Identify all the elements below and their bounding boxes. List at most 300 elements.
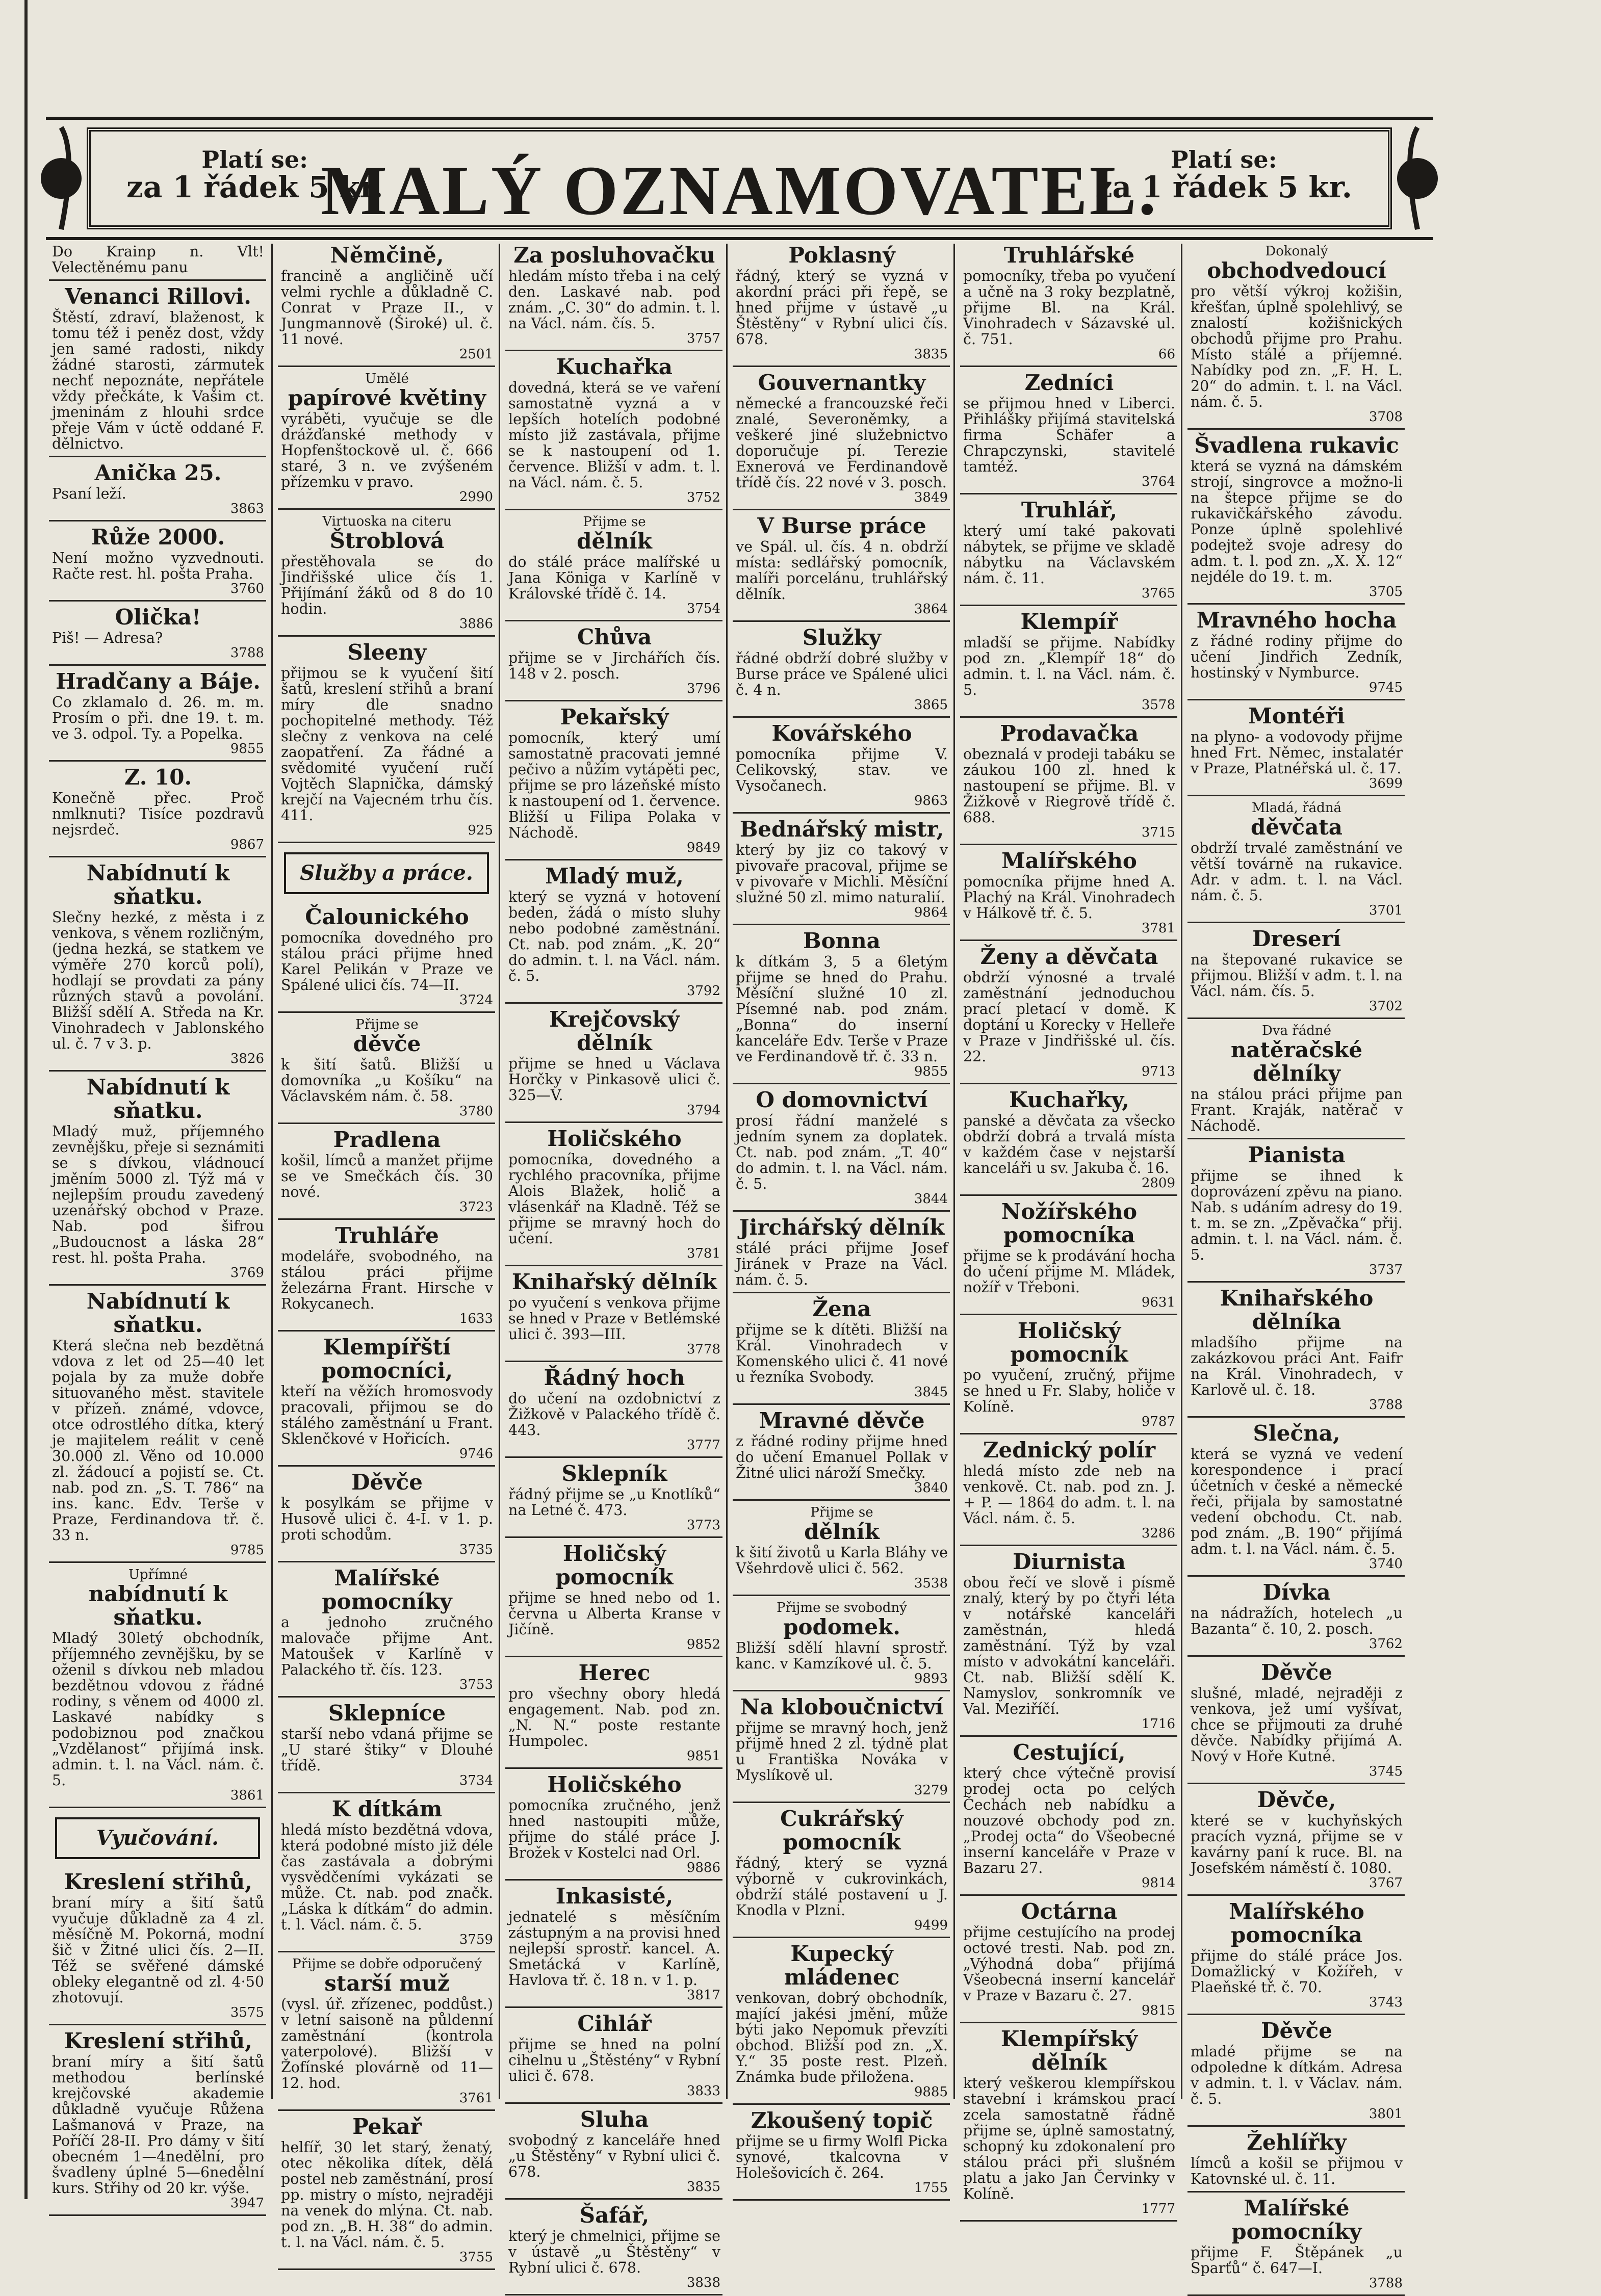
ad-number: 3753 — [459, 1677, 493, 1692]
ad-number: 3788 — [1368, 2276, 1403, 2291]
ad-body: Psaní leží. — [52, 485, 126, 502]
ad-body: po vyučení, zručný, přijme se hned u Fr. Slaby, holiče v Kolíně. — [963, 1367, 1175, 1415]
classified-ad — [963, 610, 1175, 712]
classified-ad — [508, 1127, 720, 1261]
ad-body: starší nebo vdaná přijme se „U staré štiky“ v Dlouhé třídě. — [281, 1726, 493, 1774]
ad-column-5 — [953, 243, 1182, 2216]
ad-preheading: Přijme se — [810, 1505, 873, 1520]
ad-number: 3796 — [686, 681, 720, 696]
ad-divider — [1187, 1017, 1405, 1019]
ad-body: který veškerou klempířskou stavební i krámskou prací zcela samostatně řádně přijme se, úplně samostatný, schopný ku zdokonalení pro stálou práci při slušném platu a jako Jan Červinky v Kolíně. — [963, 2075, 1175, 2202]
section-heading: Služby a práce. — [284, 852, 489, 894]
classified-ad — [52, 670, 264, 756]
ad-heading: Holičského — [547, 1126, 682, 1151]
ad-body: panské a děvčata za všecko obdrží dobrá a trvalá místa v každém čase v nejstarší kanceláři u sv. Jakuba č. 16. — [963, 1112, 1175, 1177]
ad-number: 3538 — [914, 1576, 948, 1591]
ad-number: 3699 — [1368, 776, 1403, 791]
ad-column-1 — [44, 243, 271, 2211]
classified-ad — [52, 766, 264, 852]
ad-body: k šití šatů. Bližší u domovníka „u Košíku“ na Václavském nám. č. 58. — [281, 1056, 493, 1105]
ad-number: 9746 — [459, 1446, 493, 1462]
ad-heading: Sklepník — [561, 1461, 667, 1486]
ad-body: přestěhovala se do Jindřišské ulice čís 1. Přijímání žáků od 8 do 10 hodin. — [281, 553, 493, 617]
ad-divider — [505, 2006, 722, 2008]
ad-heading: Klempířský dělník — [1000, 2026, 1138, 2075]
ad-body: mladší se přijme. Nabídky pod zn. „Klempíř 18“ do admin. t. l. na Václ. nám. č. 5. — [963, 634, 1175, 698]
ad-divider — [278, 1011, 495, 1013]
ad-body: mladé přijme se na odpoledne k dítkám. Adresa v admin. t. l. v Václav. nám. č. 5. — [1191, 2043, 1403, 2107]
ad-divider — [733, 1499, 950, 1501]
ad-heading: Nabídnutí k sňatku. — [86, 1075, 230, 1123]
ad-heading: Holičského — [547, 1772, 682, 1797]
ad-body: Slečny hezké, z města i z venkova, s věnem rozličným, (jedna hezká, se statkem ve výměře 270 korců polí), hodlají se provdati za pány různých stavů a povolání. Bližší sdělí A. Středa na Kr. Vinohradech v Jablonského ul. č. 7 v 3. p. — [52, 909, 264, 1052]
classified-ad — [963, 945, 1175, 1079]
classified-ad — [281, 244, 493, 361]
ad-divider — [49, 1070, 266, 1072]
ad-body: obdrží výnosné a trvalé zaměstnání jednoduchou prací pletací v domě. K doptání u Korecky v Helleře v Praze v Jindřišské ul. čís. 22. — [963, 969, 1175, 1065]
ad-body: mladšího přijme na zakázkovou práci Ant. Faifr na Král. Vinohradech, v Karlově ul. č. 18. — [1191, 1334, 1403, 1398]
ad-divider — [505, 350, 722, 351]
ad-body: Štěstí, zdraví, blaženost, k tomu též i peněz dost, vždy jen samé radosti, nikdy žádné starosti, zármutek nechť nepoznáte, nepřátele vždy přečkáte, k Vašim ct. jmeninám z hlouhi srdce přeje Vám v úctě oddané F. dělnictvo. — [52, 309, 264, 452]
classified-ad — [963, 1741, 1175, 1890]
ad-heading: Řádný hoch — [544, 1365, 685, 1390]
ad-heading: Kovářského — [771, 721, 912, 746]
ad-divider — [505, 2198, 722, 2200]
ad-divider — [733, 1937, 950, 1938]
ad-divider — [49, 520, 266, 521]
ad-number: 1716 — [1141, 1716, 1175, 1732]
classified-ad — [281, 1567, 493, 1692]
ad-divider — [960, 1083, 1177, 1084]
ad-number: 9852 — [686, 1637, 720, 1652]
ad-body: Bližší sdělí hlavní sprostř. kanc. v Kamzíkové ul. č. 5. — [736, 1639, 948, 1672]
ad-heading: Malířského pomocníka — [1229, 1899, 1364, 1947]
classified-ad — [1191, 1661, 1403, 1779]
ad-heading: Pradlena — [333, 1127, 441, 1152]
ad-heading: nabídnutí k sňatku. — [88, 1581, 228, 1630]
classified-ad — [736, 626, 948, 712]
ad-heading: Hradčany a Báje. — [56, 669, 261, 694]
ad-divider — [960, 493, 1177, 494]
ad-number: 9815 — [1141, 2003, 1175, 2018]
ad-divider — [49, 2214, 266, 2216]
ad-number: 3705 — [1368, 584, 1403, 599]
classified-ad — [736, 722, 948, 808]
ad-divider — [1187, 1783, 1405, 1784]
ad-heading: Prodavačka — [1000, 721, 1139, 746]
ad-divider — [733, 620, 950, 622]
ad-divider — [49, 1807, 266, 1808]
ad-body: přijme se k dítěti. Bližší na Král. Vinohradech v Komenského ulici č. 41 nové u řezníka Svobody. — [736, 1321, 948, 1386]
ad-heading: dělník — [804, 1519, 880, 1544]
ad-divider — [1187, 1655, 1405, 1657]
ad-body: se přijmou hned v Liberci. Přihlášky přijímá stavitelská firma Schäfer a Chrapczynski, stavitelé tamtéž. — [963, 395, 1175, 475]
classified-ad — [1191, 1581, 1403, 1651]
ad-heading: děvče — [353, 1031, 421, 1056]
ad-number: 3762 — [1368, 1636, 1403, 1652]
ad-body: hledá místo bezdětná vdova, která podobné místo již déle čas zastávala a dobrými vysvědčeními vykázati se může. Ct. nab. pod značk. „Láska k dítkám“ do admin. t. l. Václ. nám. č. 5. — [281, 1821, 493, 1933]
classified-ad — [963, 1439, 1175, 1541]
ad-number: 3735 — [459, 1542, 493, 1557]
ad-heading: Nabídnutí k sňatku. — [86, 1289, 230, 1337]
classified-ad — [1191, 2131, 1403, 2187]
ad-number: 3861 — [230, 1788, 264, 1803]
classified-ad — [1191, 244, 1403, 424]
ad-body: který se vyzná v hotovení beden, žádá o místo sluhy nebo podobné zaměstnání. Ct. nab. pod znám. „K. 20“ do admin. t. l. na Václ. nám. č. 5. — [508, 889, 720, 984]
classified-ad — [52, 461, 264, 516]
ad-body: přijmou se k vyučení šití šatů, kreslení střihů a braní míry dle snadno pochopitelné methody. Též slečny z venkova na celé zaopatření. Za řádné a svědomité vyučení ručí Vojtěch Slapnička, dámský krejčí na Vajecném trhu čís. 411. — [281, 665, 493, 824]
classified-ad — [52, 285, 264, 452]
ad-body: řádný, který se vyzná výborně v cukrovinkách, obdrží stálé postavení u J. Knodla v Plzni. — [736, 1855, 948, 1919]
ad-body: přijme cestujícího na prodej octové tresti. Nab. pod zn. „Výhodná doba“ přijímá Všeobecná inserní kancelář v Praze v Bazaru č. 27. — [963, 1924, 1175, 2004]
ad-number: 3724 — [459, 993, 493, 1008]
ad-body: obdrží trvalé zaměstnání ve větší továrně na rukavice. Adr. v adm. t. l. na Václ. nám. č. 5. — [1191, 840, 1403, 904]
ad-number: 3702 — [1368, 999, 1403, 1014]
ad-number: 9785 — [230, 1543, 264, 1558]
ad-body: pro větší výkroj kožišin, křešťan, úplně spolehlivý, se znalostí kožišnických obchodů přijme pro Prahu. Místo stálé a příjemné. Nabídky pod zn. „F. H. L. 20“ do admin. t. l. na Václ. nám. č. 5. — [1191, 283, 1403, 410]
classified-ad — [963, 1900, 1175, 2018]
ad-heading: Mravného hocha — [1196, 608, 1397, 633]
ad-number: 3279 — [914, 1783, 948, 1798]
classified-ad — [508, 514, 720, 616]
ad-body: pomocníky, třeba po vyučení a učně na 3 roky bezplatně, přijme Bl. na Král. Vinohradech v Sázavské ul. č. 751. — [963, 268, 1175, 348]
ad-divider — [960, 1314, 1177, 1315]
ad-number: 3286 — [1141, 1526, 1175, 1541]
ad-heading: Cukrářský pomocník — [780, 1806, 903, 1855]
ad-number: 3833 — [686, 2083, 720, 2099]
ad-preheading: Umělé — [365, 371, 409, 386]
classified-ad — [1191, 609, 1403, 695]
ad-number: 925 — [468, 823, 493, 838]
ad-divider — [1187, 2014, 1405, 2015]
ad-number: 3767 — [1368, 1875, 1403, 1891]
ad-body: které se v kuchyňských pracích vyzná, přijme se v kavárny paní k ruce. Bl. na Josefském náměstí č. 1080. — [1191, 1812, 1403, 1876]
ad-divider — [505, 1767, 722, 1769]
ad-body: do stálé práce malířské u Jana Königa v Karlíně v Královské třídě č. 14. — [508, 554, 720, 602]
classified-ad — [736, 929, 948, 1079]
ad-heading: Malířské pomocníky — [1231, 2196, 1362, 2244]
ad-divider — [505, 1002, 722, 1004]
ad-heading: Služky — [802, 625, 882, 650]
ad-heading: Žehlířky — [1247, 2130, 1347, 2155]
ad-divider — [278, 1123, 495, 1124]
classified-ad — [963, 1200, 1175, 1310]
classified-ad — [736, 371, 948, 505]
ad-heading: Růže 2000. — [91, 525, 225, 550]
ad-number: 3715 — [1141, 825, 1175, 840]
classified-ad — [1191, 1788, 1403, 1890]
ad-divider — [49, 279, 266, 281]
ad-body: Která slečna neb bezdětná vdova z let od 25—40 let pojala by za muže dobře situovaného měst. stavitele v přízeň. známé, vdovce, otce odrostlého dítka, který je majitelem reálit v ceně 30.000 zl. Věno od 10.000 zl. žádoucí a pojistí se. Ct. nab. pod zn. „S. T. 786“ na ins. kanc. Edv. Terše v Praze, Ferdinandova tř. č. 33 n. — [52, 1337, 264, 1544]
ad-preheading: Přijme se svobodný — [777, 1600, 907, 1615]
ad-number: 3838 — [686, 2275, 720, 2290]
masthead-frame-ornament-icon — [0, 0, 1601, 268]
classified-ad — [1191, 1422, 1403, 1571]
ad-body: Do Krainp n. Vlt! Velectěnému panu — [52, 243, 264, 276]
ad-number: 3740 — [1368, 1556, 1403, 1572]
classified-ad — [52, 606, 264, 660]
ad-number: 9855 — [230, 741, 264, 756]
masthead-price-left-line2: za 1 řádek 5 kr. — [126, 170, 383, 204]
ad-number: 3761 — [459, 2091, 493, 2106]
ad-divider — [1187, 1416, 1405, 1418]
ad-heading: Bonna — [803, 928, 881, 953]
ad-body: přijme se ihned k doprovázení zpěvu na piano. Nab. s udáním adresy do 19. t. m. se zn. „Zpěvačka“ přij. admin. t. l. na Václ. nám. č. 5. — [1191, 1167, 1403, 1263]
ad-divider — [278, 635, 495, 637]
ad-heading: Ženy a děvčata — [980, 944, 1158, 969]
ad-heading: Mravné děvče — [759, 1408, 925, 1433]
classified-ad — [281, 2115, 493, 2264]
ad-divider — [960, 2022, 1177, 2023]
ad-number: 3835 — [914, 347, 948, 362]
ad-number: 3817 — [686, 1988, 720, 2003]
ad-body: (vysl. úř. zřízenec, poddůst.) v letní saisoně na půldenní zaměstnání (kontrola vaterpolové). Bližší v Žofínské plovárně od 11—12. hod. — [281, 1996, 493, 2092]
ad-heading: Pekař — [352, 2114, 422, 2139]
ad-body: hledá místo zde neb na venkově. Ct. nab. pod zn. J. + P. — 1864 do adm. t. l. na Václ. nám. č. 5. — [963, 1463, 1175, 1527]
ad-number: 3760 — [230, 581, 264, 596]
ad-body: pro všechny obory hledá engagement. Nab. pod zn. „N. N.“ poste restante Humpolec. — [508, 1685, 720, 1750]
ad-body: který chce výtečně provisí prodej octa po celých Čechách neb nabídku a nouzové obchody pod zn. „Prodej octa“ do Všeobecné inserní kanceláře v Praze v Bazaru 27. — [963, 1765, 1175, 1876]
ad-number: 3757 — [686, 331, 720, 346]
classified-ad — [736, 1807, 948, 1933]
ad-heading: Za posluhovačku — [513, 243, 715, 268]
ad-divider — [733, 1083, 950, 1084]
ad-heading: Šafář, — [579, 2203, 650, 2228]
ad-heading: Klempířští pomocníci, — [321, 1335, 453, 1383]
ad-body: přijme do stálé práce Jos. Domažlický v Kožířeh, v Plaeňské tř. č. 70. — [1191, 1947, 1403, 1996]
ad-heading: Děvče, — [1257, 1787, 1336, 1812]
ad-body: přijme se hned u Václava Horčky v Pinkasově ulici č. 325—V. — [508, 1055, 720, 1104]
ad-body: z řádné rodiny přijme hned do učení Emanuel Pollak v Žitné ulici nároží Smečky. — [736, 1433, 948, 1481]
ad-preheading: Upřímné — [128, 1567, 188, 1582]
ad-column-2 — [271, 243, 500, 2265]
ad-heading: Klempíř — [1020, 609, 1118, 634]
ad-heading: papírové květiny — [288, 385, 486, 410]
ad-number: 3575 — [230, 2005, 264, 2020]
ad-divider — [1187, 603, 1405, 605]
ad-number: 3788 — [1368, 1397, 1403, 1413]
classified-ad — [508, 244, 720, 346]
classified-ad — [1191, 1143, 1403, 1277]
ad-divider — [733, 2103, 950, 2105]
ad-divider — [1187, 2125, 1405, 2127]
ad-preheading: Dokonalý — [1265, 244, 1328, 259]
ad-heading: starší muž — [324, 1971, 450, 1996]
ad-divider — [505, 859, 722, 860]
ad-divider — [505, 1536, 722, 1538]
ad-divider — [278, 1465, 495, 1467]
section-heading: Vyučování. — [55, 1817, 260, 1859]
ad-preheading: Přijme se dobře odporučený — [292, 1956, 482, 1972]
ad-heading: Na kloboučnictví — [740, 1694, 944, 1719]
ad-body: která se vyzná na dámském strojí, singrovce a možno-li na štepce přijme se do rukavičkářského závodu. Ponze úplně spolehlivé podejtež svoje adresy do adm. t. l. pod zn. „X. X. 12“ nejdéle do 19. t. m. — [1191, 458, 1403, 585]
ad-heading: Bednářský mistr, — [739, 817, 944, 842]
ad-heading: Malířské pomocníky — [322, 1566, 452, 1614]
ad-body: k šití životů u Karla Bláhy ve Všehrdově ulici č. 562. — [736, 1544, 948, 1577]
ad-number: 3792 — [686, 983, 720, 999]
ad-number: 3755 — [459, 2250, 493, 2265]
ad-divider — [49, 1284, 266, 1286]
classified-ad — [508, 1366, 720, 1452]
ad-number: 3835 — [686, 2179, 720, 2195]
ad-heading: Olička! — [115, 605, 201, 630]
ad-body: na nádražích, hotelech „u Bazanta“ č. 10, 2. posch. — [1191, 1605, 1403, 1637]
ad-divider — [278, 1218, 495, 1220]
ad-heading: Montéři — [1248, 703, 1345, 728]
ad-body: přijme se v Jirchářích čís. 148 v 2. posch. — [508, 649, 720, 682]
ad-divider — [960, 1545, 1177, 1546]
ad-divider — [49, 1561, 266, 1563]
ad-divider — [505, 700, 722, 701]
classified-ad — [52, 526, 264, 596]
ad-heading: Zednický polír — [983, 1438, 1156, 1463]
classified-ad — [508, 2204, 720, 2290]
classified-ad — [281, 1797, 493, 1947]
ad-number: 9499 — [914, 1918, 948, 1933]
ad-number: 3864 — [914, 602, 948, 617]
classified-ad — [736, 1505, 948, 1590]
classified-ad — [508, 865, 720, 998]
ad-body: německé a francouzské řeči znalé, Severoněmky, a veškeré jiné služebnictvo doporučuje pí. Terezie Exnerová ve Ferdinandově třídě čís. 22 nové v 3. posch. — [736, 395, 948, 491]
ad-divider — [960, 844, 1177, 845]
ad-divider — [278, 842, 495, 843]
ad-divider — [1187, 1281, 1405, 1283]
ad-body: Mladý 30letý obchodník, příjemného zevnějšku, by se oženil s dívkou neb mladou bezdětnou vdovou z řádné rodiny, s věnem od 4000 zl. Laskavé nabídky s podobiznou pod značkou „Vzdělanost“ přijímá insk. admin. t. l. na Václ. nám. č. 5. — [52, 1630, 264, 1789]
classified-ad — [508, 2012, 720, 2098]
classified-ad — [52, 1567, 264, 1803]
ad-number: 3788 — [230, 645, 264, 661]
ad-number: 3781 — [1141, 921, 1175, 936]
ad-divider — [960, 716, 1177, 718]
ad-divider — [960, 940, 1177, 941]
classified-ad — [736, 1409, 948, 1495]
ad-heading: Dívka — [1262, 1580, 1331, 1605]
ad-heading: K dítkám — [331, 1796, 443, 1821]
ad-heading: Sklepníce — [328, 1701, 446, 1726]
ad-divider — [278, 1696, 495, 1698]
ad-number: 9713 — [1141, 1064, 1175, 1079]
ad-column-3 — [499, 243, 728, 2290]
classified-ad — [281, 905, 493, 1007]
ad-body: pomocníka zručného, jenž hned nastoupiti může, přijme do stálé práce J. Brožek v Kostelci nad Orl. — [508, 1797, 720, 1861]
classified-ad — [736, 1216, 948, 1288]
ad-body: francině a angličině učí velmi rychle a důkladně C. Conrat v Praze II., v Jungmannově (Široké) ul. č. 11 nové. — [281, 268, 493, 348]
ad-divider — [49, 856, 266, 857]
ad-heading: Poklasný — [788, 243, 895, 268]
ad-divider — [505, 1265, 722, 1266]
ad-body: ve Spál. ul. čís. 4 n. obdrží místa: sedlářský pomocník, malíři porcelánu, truhlářský dělník. — [736, 538, 948, 603]
ad-body: která se vyzná ve vedení korespondence i prací účetních v české a německé řeči, přijala by samostatné vedení obchodu. Ct. nab. pod znám. „B. 190“ přijímá adm. t. l. na Václ. nám. č. 5. — [1191, 1446, 1403, 1557]
ad-body: helfíř, 30 let starý, ženatý, otec několika dítek, dělá postel neb zaměstnání, prosí pp. mistry o místo, nejraději na venek do mlýna. Ct. nab. pod zn. „B. H. 38“ do admin. t. l. na Václ. nám. č. 5. — [281, 2139, 493, 2251]
ad-number: 3752 — [686, 490, 720, 505]
ad-number: 9745 — [1368, 680, 1403, 695]
classified-ad — [281, 1336, 493, 1461]
ad-number: 3773 — [686, 1518, 720, 1533]
ad-body: pomocníka dovedného pro stálou práci přijme hned Karel Pelikán v Praze ve Spálené ulici čís. 74—II. — [281, 929, 493, 994]
ad-body: hledám místo třeba i na celý den. Laskavé nab. pod znám. „C. 30“ do admin. t. l. na Václ. nám. čís. 5. — [508, 268, 720, 332]
ad-heading: Herec — [578, 1660, 651, 1685]
ad-number: 3765 — [1141, 586, 1175, 601]
ad-preheading: Přijme se — [355, 1017, 419, 1032]
ad-divider — [278, 1792, 495, 1793]
ad-number: 1755 — [914, 2180, 948, 2196]
ad-heading: Švadlena rukavic — [1194, 433, 1399, 458]
ad-divider — [278, 366, 495, 367]
ad-number: 3801 — [1368, 2106, 1403, 2122]
ad-number: 3849 — [914, 490, 948, 505]
ad-number: 3947 — [230, 2196, 264, 2211]
ad-number: 3764 — [1141, 474, 1175, 489]
ad-body: braní míry a šití šatů vyučuje důkladně za 4 zl. měsíčně M. Pokorná, modní šič v Žitné ulici čís. 2—II. Též se svěřené dámské obleky elegantně od zl. 4·50 zhotovují. — [52, 1894, 264, 2006]
ad-body: slušné, mladé, nejraději z venkova, jež umí vyšívat, chce se přijmouti za druhé děvče. Nabídky přijímá A. Nový v Hoře Kutné. — [1191, 1685, 1403, 1765]
page-left-rule — [24, 0, 28, 2199]
ad-divider — [960, 1894, 1177, 1896]
ad-heading: Jirchářský dělník — [739, 1215, 945, 1240]
ad-number: 2501 — [459, 347, 493, 362]
classified-ad — [508, 2108, 720, 2194]
ad-divider — [733, 2199, 950, 2201]
ad-heading: Nožířského pomocníka — [1001, 1199, 1138, 1247]
ad-heading: Slečna, — [1253, 1421, 1340, 1446]
ad-body: Co zklamalo d. 26. m. m. Prosím o při. dne 19. t. m. ve 3. odpol. Ty. a Popelka. — [52, 694, 264, 742]
ad-body: obeznalá v prodeji tabáku se záukou 100 zl. hned k nastoupení se přijme. Bl. v Žižkově v Riegrově třídě č. 688. — [963, 746, 1175, 826]
ad-heading: Zedníci — [1024, 370, 1114, 395]
ad-body: který umí také pakovati nábytek, se přijme ve skladě nábytku na Václavském nám. č. 11. — [963, 523, 1175, 587]
ad-divider — [1187, 795, 1405, 796]
classified-ad — [963, 371, 1175, 489]
ad-body: řádný přijme se „u Knotlíků“ na Letné č. 473. — [508, 1486, 720, 1519]
classified-ad — [736, 514, 948, 616]
ad-number: 9886 — [686, 1860, 720, 1875]
ad-heading: Děvče — [1261, 2018, 1332, 2043]
classified-ad — [508, 625, 720, 696]
ad-divider — [505, 1656, 722, 1657]
ad-heading: Dreserí — [1252, 926, 1341, 951]
ad-heading: Krejčovský dělník — [549, 1007, 680, 1055]
ad-divider — [49, 664, 266, 666]
ad-heading: Sluha — [580, 2107, 649, 2132]
ad-body: Konečně přec. Proč nmlknuti? Tisíce pozdravů nejsrdeč. — [52, 790, 264, 838]
ad-divider — [278, 2268, 495, 2270]
ad-divider — [960, 1194, 1177, 1196]
ad-body: po vyučení s venkova přijme se hned v Praze v Betlémské ulici č. 393—III. — [508, 1294, 720, 1343]
classified-ad — [281, 1471, 493, 1557]
ad-heading: obchodvedoucí — [1207, 258, 1386, 283]
ad-number: 3769 — [230, 1265, 264, 1281]
ad-number: 9814 — [1141, 1875, 1175, 1891]
ad-body: pomocníka přijme V. Celikovský, stav. ve Vysočanech. — [736, 746, 948, 794]
ad-number: 1777 — [1141, 2201, 1175, 2216]
ad-body: řádné obdrží dobré služby v Burse práce ve Spálené ulici č. 4 n. — [736, 650, 948, 698]
ad-divider — [1187, 1575, 1405, 1577]
ad-heading: Čalounického — [305, 904, 469, 929]
ad-body: přijme se hned na polní cihelnu u „Štěstény“ v Rybní ulici č. 678. — [508, 2036, 720, 2084]
ad-preheading: Virtuoska na citeru — [322, 514, 452, 529]
classified-ad — [963, 1088, 1175, 1190]
classified-ad — [736, 1695, 948, 1797]
ad-heading: Holičský pomocník — [555, 1541, 674, 1589]
ad-heading: Z. 10. — [124, 765, 192, 790]
ad-heading: Nabídnutí k sňatku. — [86, 860, 230, 909]
ad-heading: Holičský pomocník — [1010, 1318, 1128, 1367]
ad-divider — [960, 1433, 1177, 1434]
masthead-price-right-line2: za 1 řádek 5 kr. — [1095, 170, 1352, 204]
ad-body: na štepované rukavice se přijmou. Bližší v adm. t. l. na Václ. nám. čís. 5. — [1191, 951, 1403, 1000]
classified-ad — [52, 244, 264, 275]
ad-number: 9851 — [686, 1749, 720, 1764]
ad-divider — [505, 509, 722, 510]
ad-divider — [733, 1802, 950, 1803]
